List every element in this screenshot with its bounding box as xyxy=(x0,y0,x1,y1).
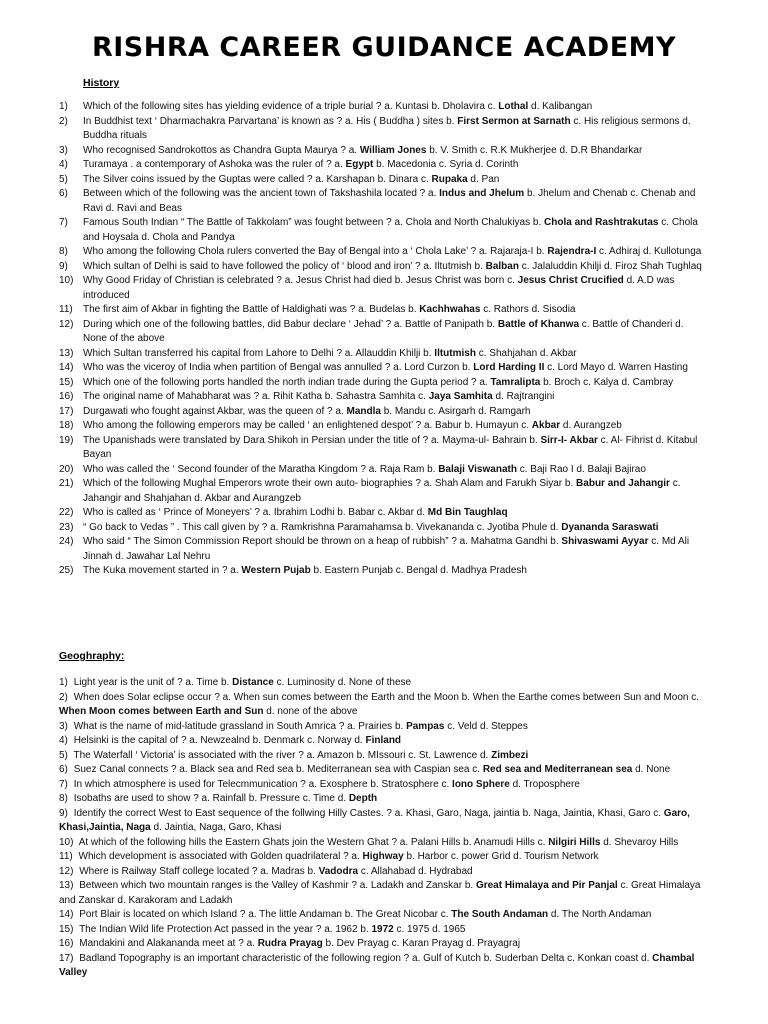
question-text: Who recognised Sandrokottos as Chandra Gupta Maurya ? a. xyxy=(83,144,360,156)
question-text-tail: c. Rathors d. Sisodia xyxy=(480,304,576,315)
question-number: 15) xyxy=(59,923,74,935)
question-text-tail: c. Veld d. Steppes xyxy=(444,720,528,732)
question-text: Famous South Indian “ The Battle of Takkolam” was fought between ? a. Chola and North Chalukiyas b. xyxy=(83,217,545,228)
question-number: 9) xyxy=(59,260,68,272)
question-number: 4) xyxy=(59,735,68,746)
question-text: The Waterfall ‘ Victoria’ is associated with the river ? a. Amazon b. MIssouri c. St. Lawrence d. xyxy=(73,749,492,761)
question-number: 10) xyxy=(59,275,74,286)
question-text-tail: d. Kalibangan xyxy=(528,101,593,112)
history-question-19 xyxy=(0,434,708,463)
question-text: The original name of Mahabharat was ? a. Rihit Katha b. Sahastra Samhita c. xyxy=(83,391,429,402)
question-number: 18) xyxy=(59,420,74,431)
question-number: 12) xyxy=(59,865,74,877)
question-text-tail: d. None xyxy=(632,764,671,775)
question-text: Who was the viceroy of India when partition of Bengal was annulled ? a. Lord Curzon b. xyxy=(83,362,474,373)
geography-question-12 xyxy=(0,865,713,880)
question-text: During which one of the following battles, did Babur declare ‘ Jehad’ ? a. Battle of Panipath b. xyxy=(83,318,498,330)
answer-bold: Chola and Rashtrakutas xyxy=(544,217,659,228)
question-text: Who among the following Chola rulers converted the Bay of Bengal into a ‘ Chola Lake’ ? a. Rajaraja-I b. xyxy=(83,246,548,257)
question-text-tail: c. Lord Mayo d. Warren Hasting xyxy=(544,362,688,373)
question-number: 12) xyxy=(59,318,74,330)
answer-bold: Garo, Khasi,Jaintia, Naga xyxy=(59,807,690,833)
question-text: Helsinki is the capital of ? a. Newzealnd b. Denmark c. Norway d. xyxy=(73,735,366,746)
geography-question-16 xyxy=(0,937,713,952)
question-text: Which development is associated with Golden quadrilateral ? a. xyxy=(78,851,363,862)
question-text-tail: d. Jaintia, Naga, Garo, Khasi xyxy=(150,822,282,833)
answer-bold: Jaya Samhita xyxy=(428,391,493,402)
document-title: RISHRA CAREER GUIDANCE ACADEMY xyxy=(91,32,677,63)
question-number: 2) xyxy=(59,691,68,703)
question-text-tail: d. Shevaroy Hills xyxy=(600,836,679,848)
history-question-5 xyxy=(0,173,708,188)
question-text: Who was called the ‘ Second founder of the Maratha Kingdom ? a. Raja Ram b. xyxy=(83,463,439,475)
answer-bold: Highway xyxy=(362,851,404,862)
question-text: When does Solar eclipse occur ? a. When sun comes between the Earth and the Moon b. When the Earthe comes between Sun and Moon c. xyxy=(73,691,700,703)
question-text-tail: c. Jahangir and Shahjahan d. Akbar and Aurangzeb xyxy=(83,478,681,504)
answer-bold: Distance xyxy=(232,677,274,688)
answer-bold: Rudra Prayag xyxy=(257,938,323,949)
question-number: 20) xyxy=(59,463,74,475)
question-text-tail: c. 1975 d. 1965 xyxy=(393,923,466,935)
question-text: Identify the correct West to East sequence of the follwing Hilly Castes. ? a. Khasi, Garo, Naga, jaintia b. Naga, Jaintia, Khasi, Garo c. xyxy=(73,807,664,819)
geography-question-4 xyxy=(0,734,713,749)
question-text-tail: c. Jalaluddin Khilji d. Firoz Shah Tughlaq xyxy=(518,260,702,272)
geography-question-13 xyxy=(0,879,713,908)
history-question-24 xyxy=(0,535,708,564)
answer-bold: When Moon comes between Earth and Sun xyxy=(59,706,264,717)
question-number: 1) xyxy=(59,101,68,112)
question-text: Which of the following sites has yielding evidence of a triple burial ? a. Kuntasi b. Dholavira c. xyxy=(83,101,499,112)
answer-bold: Md Bin Taughlaq xyxy=(427,507,508,518)
geography-question-7 xyxy=(0,778,713,793)
answer-bold: Sirr-I- Akbar xyxy=(540,434,598,446)
question-number: 7) xyxy=(59,217,68,228)
question-text: Durgawati who fought against Akbar, was the queen of ? a. xyxy=(83,405,347,417)
geography-question-list xyxy=(0,676,768,981)
question-number: 1) xyxy=(59,677,68,688)
question-text-tail: c. Battle of Chanderi d. None of the above xyxy=(83,318,684,344)
question-number: 6) xyxy=(59,188,68,199)
answer-bold: Red sea and Mediterranean sea xyxy=(482,764,633,775)
question-number: 22) xyxy=(59,507,74,518)
question-number: 11) xyxy=(59,851,73,862)
geography-question-17 xyxy=(0,952,713,981)
question-text: Where is Railway Staff college located ? a. Madras b. xyxy=(79,865,319,877)
question-number: 8) xyxy=(59,793,68,804)
question-number: 10) xyxy=(59,836,74,848)
question-text: Badland Topography is an important characteristic of the following region ? a. Gulf of Kutch b. Suderban Delta c. Konkan coast d. xyxy=(79,952,653,964)
history-question-10 xyxy=(0,274,708,303)
question-text-tail: d. Aurangzeb xyxy=(560,420,622,431)
answer-bold: Chambal Valley xyxy=(59,952,695,978)
answer-bold: Shivaswami Ayyar xyxy=(561,536,649,547)
answer-bold: Egypt xyxy=(345,159,374,170)
question-text-tail: c. Shahjahan d. Akbar xyxy=(475,347,577,359)
answer-bold: Balaji Viswanath xyxy=(438,463,517,475)
question-text: Which Sultan transferred his capital from Lahore to Delhi ? a. Allauddin Khilji b. xyxy=(83,347,435,359)
geography-question-3 xyxy=(0,720,713,735)
answer-bold: Mandla xyxy=(346,405,381,417)
answer-bold: Rajendra-I xyxy=(547,246,597,257)
question-number: 7) xyxy=(59,778,68,790)
history-question-6 xyxy=(0,187,708,216)
question-text: In Buddhist text ‘ Dharmachakra Parvartana’ is known as ? a. His ( Buddha ) sites b. xyxy=(83,115,458,127)
question-number: 17) xyxy=(59,405,74,417)
question-text-tail: c. Luminosity d. None of these xyxy=(273,677,412,688)
question-text-tail: d. Pan xyxy=(467,173,500,185)
history-question-14 xyxy=(0,361,708,376)
answer-bold: William Jones xyxy=(359,144,427,156)
question-text: Between which of the following was the ancient town of Takshashila located ? a. xyxy=(83,188,440,199)
question-text: The Silver coins issued by the Guptas were called ? a. Karshapan b. Dinara c. xyxy=(83,173,432,185)
history-question-1 xyxy=(0,100,708,115)
question-number: 14) xyxy=(59,909,74,920)
question-text-tail: d. Rajtrangini xyxy=(492,391,555,402)
answer-bold: Zimbezi xyxy=(491,749,529,761)
geography-heading: Geoghraphy: xyxy=(59,650,125,662)
question-text-tail: b. Mandu c. Asirgarh d. Ramgarh xyxy=(380,405,531,417)
answer-bold: Battle of Khanwa xyxy=(497,318,580,330)
question-text: The Indian Wild life Protection Act passed in the year ? a. 1962 b. xyxy=(79,923,372,935)
question-text-tail: c. Adhiraj d. Kullotunga xyxy=(596,246,702,257)
question-number: 13) xyxy=(59,347,74,359)
history-question-15 xyxy=(0,376,708,391)
question-text: The Upanishads were translated by Dara Shikoh in Persian under the title of ? a. Mayma-ul- Bahrain b. xyxy=(83,434,541,446)
answer-bold: Iono Sphere xyxy=(452,778,510,790)
geography-question-1 xyxy=(0,676,713,691)
history-question-13 xyxy=(0,347,708,362)
history-heading: History xyxy=(83,77,120,89)
history-question-23 xyxy=(0,521,708,536)
question-number: 19) xyxy=(59,434,74,446)
geography-question-6 xyxy=(0,763,713,778)
answer-bold: Dyananda Saraswati xyxy=(561,521,659,533)
question-text-tail: c. His religious sermons d. Buddha rituals xyxy=(83,115,691,141)
question-number: 5) xyxy=(59,173,68,185)
question-text-tail: b. Dev Prayag c. Karan Prayag d. Prayagraj xyxy=(322,938,521,949)
history-question-7 xyxy=(0,216,708,245)
question-number: 16) xyxy=(59,391,74,402)
question-number: 3) xyxy=(59,720,68,732)
question-text: At which of the following hills the Eastern Ghats join the Western Ghat ? a. Palani Hills b. Anamudi Hills c. xyxy=(78,836,549,848)
question-text-tail: c. Great Himalaya and Zanskar d. Karakoram and Ladakh xyxy=(59,880,701,906)
question-number: 11) xyxy=(59,304,73,315)
question-number: 13) xyxy=(59,880,74,891)
question-number: 17) xyxy=(59,952,74,964)
question-number: 5) xyxy=(59,749,68,761)
answer-bold: Indus and Jhelum xyxy=(439,188,525,199)
answer-bold: Great Himalaya and Pir Panjal xyxy=(475,880,618,891)
question-text-tail: c. Chola and Hoysala d. Chola and Pandya xyxy=(83,217,698,243)
question-text-tail: b. Broch c. Kalya d. Cambray xyxy=(540,376,674,388)
question-text: “ Go back to Vedas ” . This call given by ? a. Ramkrishna Paramahamsa b. Vivekananda c. Jyotiba Phule d. xyxy=(83,521,562,533)
history-question-9 xyxy=(0,260,708,275)
question-text-tail: d. none of the above xyxy=(263,706,358,717)
history-question-20 xyxy=(0,463,708,478)
question-text: Isobaths are used to show ? a. Rainfall b. Pressure c. Time d. xyxy=(73,793,349,804)
question-text: What is the name of mid-latitude grassland in South Amrica ? a. Prairies b. xyxy=(73,720,407,732)
answer-bold: Kachhwahas xyxy=(419,304,481,315)
question-text-tail: b. Harbor c. power Grid d. Tourism Network xyxy=(403,851,599,862)
question-number: 6) xyxy=(59,764,68,775)
geography-question-11 xyxy=(0,850,713,865)
question-text: Mandakini and Alakananda meet at ? a. xyxy=(79,938,258,949)
answer-bold: Lord Harding II xyxy=(473,362,545,373)
question-text-tail: c. Allahabad d. Hydrabad xyxy=(358,865,473,877)
question-text: Who is called as ‘ Prince of Moneyers’ ? a. Ibrahim Lodhi b. Babar c. Akbar d. xyxy=(83,507,428,518)
answer-bold: Nilgiri Hills xyxy=(548,836,601,848)
question-text-tail: d. Troposphere xyxy=(509,778,580,790)
question-text: Who among the following emperors may be called ‘ an enlightened despot’ ? a. Babur b. Humayun c. xyxy=(83,420,532,431)
question-number: 4) xyxy=(59,159,68,170)
question-number: 24) xyxy=(59,536,74,547)
question-text-tail: b. Eastern Punjab c. Bengal d. Madhya Pradesh xyxy=(310,565,527,576)
question-text-tail: c. Al- Fihrist d. Kitabul Bayan xyxy=(83,434,698,460)
answer-bold: Finland xyxy=(365,735,402,746)
answer-bold: Tamralipta xyxy=(490,376,541,388)
history-question-list xyxy=(0,100,768,579)
history-question-4 xyxy=(0,158,708,173)
history-question-2 xyxy=(0,115,708,144)
answer-bold: Pampas xyxy=(406,720,445,732)
question-text: Why Good Friday of Christian is celebrated ? a. Jesus Christ had died b. Jesus Christ was born c. xyxy=(83,275,518,286)
question-number: 2) xyxy=(59,115,68,127)
question-text: Port Blair is located on which Island ? a. The little Andaman b. The Great Nicobar c. xyxy=(79,909,452,920)
history-question-8 xyxy=(0,245,708,260)
question-text-tail: b. Jhelum and Chenab c. Chenab and Ravi d. Ravi and Beas xyxy=(83,188,696,214)
history-question-21 xyxy=(0,477,708,506)
question-text: Which one of the following ports handled the north indian trade during the Gupta period ? a. xyxy=(83,376,491,388)
geography-question-8 xyxy=(0,792,713,807)
question-text-tail: c. Baji Rao I d. Balaji Bajirao xyxy=(516,463,646,475)
answer-bold: Depth xyxy=(348,793,378,804)
answer-bold: Akbar xyxy=(531,420,561,431)
answer-bold: First Sermon at Sarnath xyxy=(457,115,571,127)
question-text-tail: b. Macedonia c. Syria d. Corinth xyxy=(373,159,519,170)
question-text: Suez Canal connects ? a. Black sea and Red sea b. Mediterranean sea with Caspian sea c. xyxy=(73,764,483,775)
answer-bold: Rupaka xyxy=(431,173,468,185)
geography-question-10 xyxy=(0,836,713,851)
question-text: The first aim of Akbar in fighting the Battle of Haldighati was ? a. Budelas b. xyxy=(83,304,420,315)
answer-bold: The South Andaman xyxy=(451,909,549,920)
question-text: Which of the following Mughal Emperors wrote their own auto- biographies ? a. Shah Alam and Farukh Siyar b. xyxy=(83,478,577,489)
answer-bold: Balban xyxy=(485,260,519,272)
history-question-16 xyxy=(0,390,708,405)
history-question-22 xyxy=(0,506,708,521)
geography-question-2 xyxy=(0,691,713,720)
question-number: 3) xyxy=(59,144,68,156)
question-number: 21) xyxy=(59,478,74,489)
question-number: 14) xyxy=(59,362,74,373)
geography-question-9 xyxy=(0,807,713,836)
question-text: Turamaya . a contemporary of Ashoka was the ruler of ? a. xyxy=(83,159,346,170)
answer-bold: Lothal xyxy=(498,101,529,112)
history-question-25 xyxy=(0,564,708,579)
question-text: The Kuka movement started in ? a. xyxy=(83,565,242,576)
history-question-17 xyxy=(0,405,708,420)
question-number: 23) xyxy=(59,521,74,533)
answer-bold: Iltutmish xyxy=(434,347,476,359)
question-text: Which sultan of Delhi is said to have followed the policy of ‘ blood and iron’ ? a. Iltutmish b. xyxy=(83,260,486,272)
question-text-tail: d. A.D was introduced xyxy=(83,275,675,301)
question-text-tail: c. Md Ali Jinnah d. Jawahar Lal Nehru xyxy=(83,536,690,562)
history-question-12 xyxy=(0,318,708,347)
question-number: 9) xyxy=(59,807,68,819)
geography-question-14 xyxy=(0,908,713,923)
answer-bold: Babur and Jahangir xyxy=(576,478,670,489)
question-text-tail: b. V. Smith c. R.K Mukherjee d. D.R Bhandarkar xyxy=(426,144,643,156)
history-question-18 xyxy=(0,419,708,434)
history-question-11 xyxy=(0,303,708,318)
answer-bold: Jesus Christ Crucified xyxy=(517,275,624,286)
question-number: 8) xyxy=(59,246,68,257)
question-number: 25) xyxy=(59,565,74,576)
question-text: In which atmosphere is used for Telecmmunication ? a. Exosphere b. Stratosphere c. xyxy=(73,778,453,790)
question-text: Who said “ The Simon Commission Report should be thrown on a heap of rubbish” ? a. Mahatma Gandhi b. xyxy=(83,536,562,547)
question-text: Between which two mountain ranges is the Valley of Kashmir ? a. Ladakh and Zanskar b. xyxy=(79,880,476,891)
question-text: Light year is the unit of ? a. Time b. xyxy=(73,677,233,688)
history-question-3 xyxy=(0,144,708,159)
answer-bold: Western Pujab xyxy=(241,565,311,576)
geography-question-5 xyxy=(0,749,713,764)
question-text-tail: d. The North Andaman xyxy=(548,909,652,920)
answer-bold: 1972 xyxy=(371,923,394,935)
geography-question-15 xyxy=(0,923,713,938)
answer-bold: Vadodra xyxy=(318,865,359,877)
question-number: 15) xyxy=(59,376,74,388)
question-number: 16) xyxy=(59,938,74,949)
